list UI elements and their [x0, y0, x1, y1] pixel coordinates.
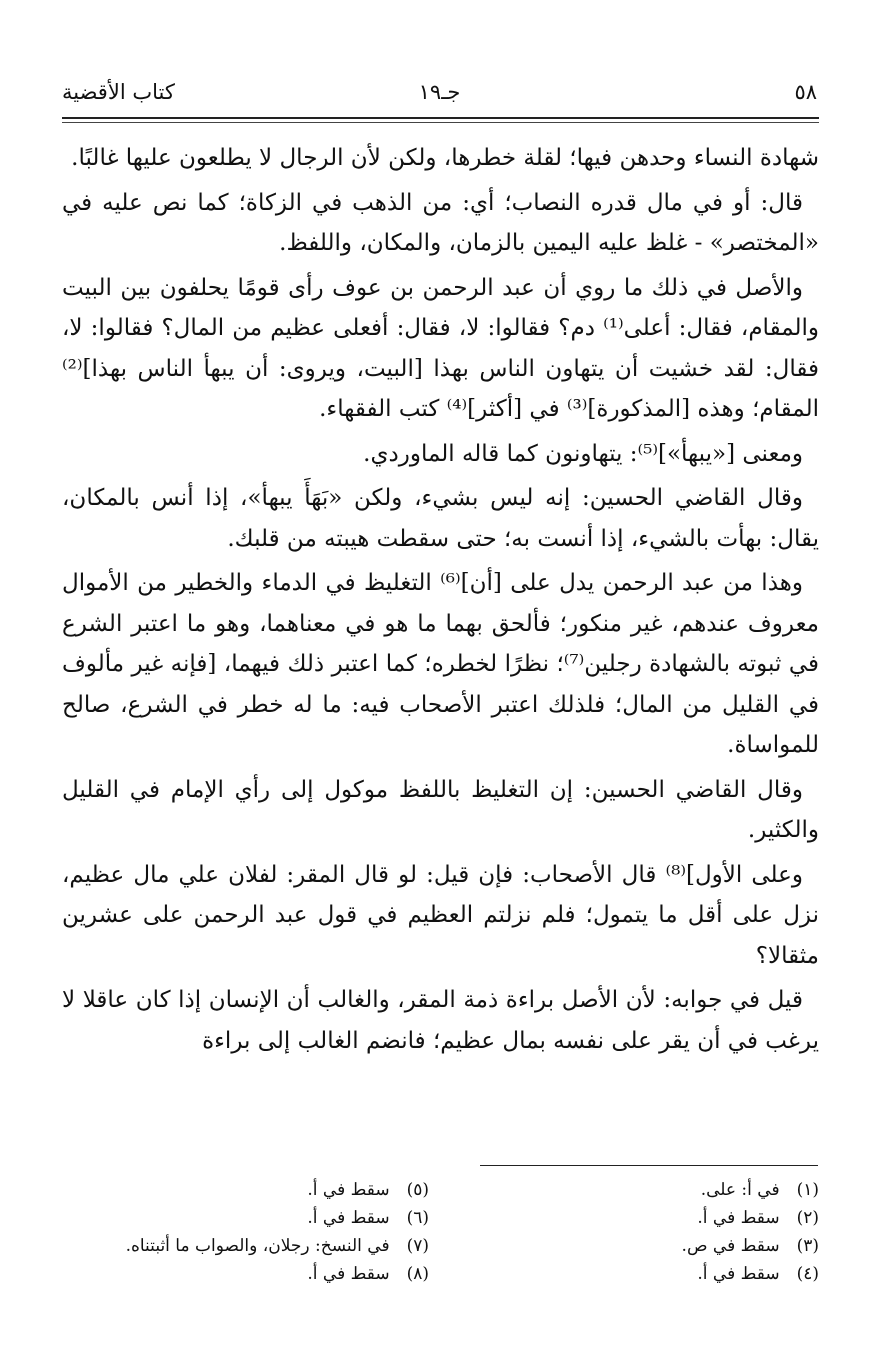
footnotes	[62, 1176, 819, 1316]
volume-number: جـ١٩	[418, 80, 461, 104]
paragraph: وعلى الأول]⁽⁸⁾ قال الأصحاب: فإن قيل: لو قال المقر: لفلان علي مال عظيم، نزل على أقل ما يتمول؛ فلم نزلتم العظيم في قول عبد الرحمن على عشرين مثقالا؟	[62, 861, 819, 969]
paragraph: وهذا من عبد الرحمن يدل على [أن]⁽⁶⁾ التغليظ في الدماء والخطير من الأموال معروف عندهم، غير منكور؛ فألحق بهما ما هو في معناهما، وهو ما اعتبر الشرع في ثبوته بالشهادة رجلين⁽⁷⁾؛ نظرًا لخطره؛ كما اعتبر ذلك فيهما، [فإنه غير مألوف في القليل من المال؛ فلذلك اعتبر الأصحاب فيه: ما له خطر في الشرع، صالح للمواساة.	[62, 570, 819, 758]
footnote	[449, 1232, 819, 1260]
footnote	[449, 1176, 819, 1204]
book-title: كتاب الأقضية	[62, 80, 175, 104]
footnote	[449, 1260, 819, 1288]
footnote	[59, 1204, 429, 1232]
main-text	[62, 138, 819, 1065]
paragraph: شهادة النساء وحدهن فيها؛ لقلة خطرها، ولكن لأن الرجال لا يطلعون عليها غالبًا.	[71, 145, 819, 171]
running-header	[62, 80, 817, 110]
footnote	[449, 1204, 819, 1232]
paragraph: قال: أو في مال قدره النصاب؛ أي: من الذهب في الزكاة؛ كما نص عليه في «المختصر» - غلظ عليه اليمين بالزمان، والمكان، واللفظ.	[62, 189, 819, 256]
footnote-text: سقط في ص.	[681, 1236, 780, 1256]
footnote-text: سقط في أ.	[697, 1208, 780, 1228]
footnotes-column-right	[449, 1176, 819, 1288]
footnote-separator	[480, 1165, 818, 1166]
footnote-text: سقط في أ.	[307, 1180, 390, 1200]
paragraph: قيل في جوابه: لأن الأصل براءة ذمة المقر، والغالب أن الإنسان إذا كان عاقلا لا يرغب في أن يقر على نفسه بمال عظيم؛ فانضم الغالب إلى براءة	[62, 987, 819, 1054]
paragraph: ومعنى [«يبهأ»]⁽⁵⁾: يتهاونون كما قاله الماوردي.	[363, 440, 803, 467]
footnote-text: سقط في أ.	[307, 1208, 390, 1228]
footnote-text: في النسخ: رجلان، والصواب ما أثبتناه.	[125, 1236, 390, 1256]
footnote-number: (٢)	[796, 1208, 819, 1228]
page-number: ٥٨	[794, 80, 817, 104]
footnote-number: (١)	[796, 1180, 819, 1200]
footnote	[59, 1176, 429, 1204]
footnote-number: (٧)	[406, 1236, 429, 1256]
header-rule-thick	[62, 117, 819, 119]
footnote-text: سقط في أ.	[307, 1264, 390, 1284]
footnote-number: (٨)	[406, 1264, 429, 1284]
paragraph: والأصل في ذلك ما روي أن عبد الرحمن بن عوف رأى قومًا يحلفون بين البيت والمقام، فقال: أعلى⁽¹⁾ دم؟ فقالوا: لا، فقال: أفعلى عظيم من المال؟ فقالوا: لا، فقال: لقد خشيت أن يتهاون الناس بهذا [البيت، ويروى: أن يبهأ الناس بهذا]⁽²⁾ المقام؛ وهذه [المذكورة]⁽³⁾ في [أكثر]⁽⁴⁾ كتب الفقهاء.	[62, 274, 820, 422]
footnote-text: سقط في أ.	[697, 1264, 780, 1284]
paragraph: وقال القاضي الحسين: إنه ليس بشيء، ولكن «بَهَأَ يبهأ»، إذا أنس بالمكان، يقال: بهأت بالشيء، إذا أنست به؛ حتى سقطت هيبته من قلبك.	[62, 485, 819, 552]
footnote-text: في أ: على.	[700, 1180, 780, 1200]
paragraph: وقال القاضي الحسين: إن التغليظ باللفظ موكول إلى رأي الإمام في القليل والكثير.	[62, 776, 819, 843]
header-rule-thin	[62, 122, 819, 123]
footnote-number: (٥)	[406, 1180, 429, 1200]
footnotes-column-left	[59, 1176, 429, 1288]
footnote-number: (٦)	[406, 1208, 429, 1228]
footnote-number: (٤)	[796, 1264, 819, 1284]
footnote	[59, 1232, 429, 1260]
footnote	[59, 1260, 429, 1288]
footnote-number: (٣)	[796, 1236, 819, 1256]
